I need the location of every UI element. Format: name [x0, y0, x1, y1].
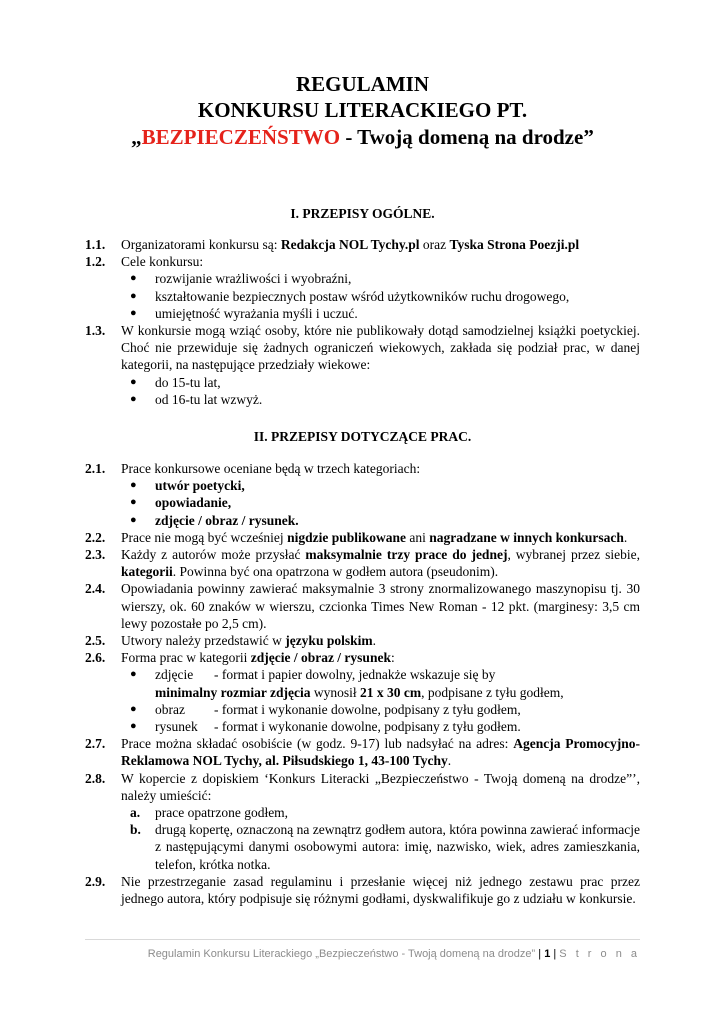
paragraph-number: 1.1.	[85, 237, 106, 252]
paragraph-2-4: 2.4. Opowiadania powinny zawierać maksymalnie 3 strony znormalizowanego maszynopisu tj. 30 wierszy, ok. 60 znaków w wierszu, czcionka Times New Roman - 12 pkt. (marginesy: 3,5 cm lewy pozostałe po 2,5 cm).	[85, 581, 640, 631]
section-2-heading: II. PRZEPISY DOTYCZĄCE PRAC.	[253, 429, 472, 444]
paragraph-1-3: 1.3. W konkursie mogą wziąć osoby, które nie publikowały dotąd samodzielnej książki poetyckiej. Choć nie przewiduje się żadnych ograniczeń wiekowych, zakłada się podział prac, w danej kategorii, na następujące przedziały wiekowe:	[85, 323, 640, 373]
paragraph-2-8: 2.8. W kopercie z dopiskiem ‘Konkurs Literacki „Bezpieczeństwo - Twoją domeną na drodze”’, należy umieścić:	[85, 770, 640, 803]
section-1-heading: I. PRZEPISY OGÓLNE.	[290, 206, 435, 221]
list-item: ● utwór poetycki,	[85, 477, 640, 494]
section-1-body	[85, 236, 640, 408]
list-item: ● od 16-tu lat wzwyż.	[85, 391, 640, 408]
list-item: ● opowiadanie,	[85, 494, 640, 511]
paragraph-2-2: 2.2. Prace nie mogą być wcześniej nigdzie publikowane ani nagradzane w innych konkursach.	[85, 529, 628, 545]
bullet-icon: ●	[130, 375, 137, 388]
section-2-body	[85, 460, 640, 907]
title-open-quote: „	[131, 125, 142, 149]
title-line-3	[0, 125, 725, 149]
paragraph-2-1: 2.1. Prace konkursowe oceniane będą w trzech kategoriach:	[85, 461, 421, 476]
bullet-icon: ●	[130, 289, 137, 302]
paragraph-1-1: 1.1. Organizatorami konkursu są: Redakcja NOL Tychy.pl oraz Tyska Strona Poezji.pl	[85, 237, 580, 252]
bullet-icon: ●	[130, 496, 137, 509]
paragraph-1-2: 1.2. Cele konkursu:	[85, 254, 204, 270]
page-number: 1	[544, 948, 551, 960]
bullet-icon: ●	[130, 272, 137, 285]
bullet-icon: ●	[130, 720, 137, 733]
bullet-icon: ●	[130, 668, 137, 681]
title-rest: - Twoją domeną na drodze”	[340, 125, 594, 149]
title-line-1: REGULAMIN	[295, 72, 429, 96]
paragraph-number: 2.1.	[85, 461, 106, 476]
bullet-icon: ●	[130, 702, 137, 715]
bullet-icon: ●	[130, 306, 137, 319]
paragraph-number: 2.2.	[85, 529, 106, 545]
list-item: ● rysunek - format i wykonanie dowolne, podpisany z tyłu godłem.	[85, 718, 640, 735]
page-footer: Regulamin Konkursu Literackiego „Bezpieczeństwo - Twoją domeną na drodze” | 1 | S t r o n a	[147, 948, 640, 960]
paragraph-2-5: 2.5. Utwory należy przedstawić w języku polskim.	[85, 633, 376, 649]
bullet-icon: ●	[130, 392, 137, 405]
title-red-word: BEZPIECZEŃSTWO	[141, 125, 341, 149]
list-item: ● obraz - format i wykonanie dowolne, podpisany z tyłu godłem,	[85, 701, 640, 718]
list-item: b. drugą kopertę, oznaczoną na zewnątrz godłem autora, która powinna zawierać informacje z następującymi danymi osobowymi autora: imię, nazwisko, wiek, adres zamieszkania, telefon, krótka notka.	[130, 822, 641, 872]
list-item: ● zdjęcie / obraz / rysunek.	[85, 512, 640, 529]
list-item: ● rozwijanie wrażliwości i wyobraźni,	[85, 270, 640, 287]
paragraph-number: 2.8.	[85, 770, 106, 786]
paragraph-number: 2.3.	[85, 547, 106, 563]
paragraph-number: 1.2.	[85, 254, 106, 270]
bullet-icon: ●	[130, 513, 137, 526]
paragraph-2-9: 2.9. Nie przestrzeganie zasad regulaminu i przesłanie więcej niż jednego zestawu prac przez jednego autora, który podpisuje się różnymi godłami, dyskwalifikuje go z udziału w konkursie.	[85, 873, 640, 907]
footer-page-label: S t r o n a	[559, 948, 640, 960]
footer-divider	[85, 939, 640, 940]
footer-title: Regulamin Konkursu Literackiego „Bezpieczeństwo - Twoją domeną na drodze”	[147, 948, 536, 960]
paragraph-2-7: 2.7. Prace można składać osobiście (w godz. 9-17) lub nadsyłać na adres: Agencja Promocyjno-Reklamowa NOL Tychy, al. Piłsudskiego 1, 43-100 Tychy.	[85, 736, 641, 769]
paragraph-number: 2.4.	[85, 581, 106, 597]
paragraph-number: 2.6.	[85, 650, 106, 666]
paragraph-2-6: 2.6. Forma prac w kategorii zdjęcie / obraz / rysunek:	[85, 650, 395, 666]
paragraph-number: 2.5.	[85, 633, 106, 649]
list-item: a. prace opatrzone godłem,	[130, 805, 289, 821]
paragraph-number: 1.3.	[85, 323, 106, 339]
paragraph-number: 2.7.	[85, 736, 106, 752]
list-item: ● zdjęcie - format i papier dowolny, jednakże wskazuje się by minimalny rozmiar zdjęcia wynosił 21 x 30 cm, podpisane z tyłu godłem,	[85, 666, 640, 700]
list-item: ● do 15-tu lat,	[85, 374, 640, 391]
bullet-icon: ●	[130, 479, 137, 492]
title-line-2: KONKURSU LITERACKIEGO PT.	[197, 98, 528, 122]
list-item: ● umiejętność wyrażania myśli i uczuć.	[85, 305, 640, 322]
list-item: ● kształtowanie bezpiecznych postaw wśród użytkowników ruchu drogowego,	[85, 288, 640, 305]
paragraph-number: 2.9.	[85, 873, 106, 889]
paragraph-2-3: 2.3. Każdy z autorów może przysłać maksymalnie trzy prace do jednej, wybranej przez siebie, kategorii. Powinna być ona opatrzona w godłem autora (pseudonim).	[85, 547, 640, 580]
